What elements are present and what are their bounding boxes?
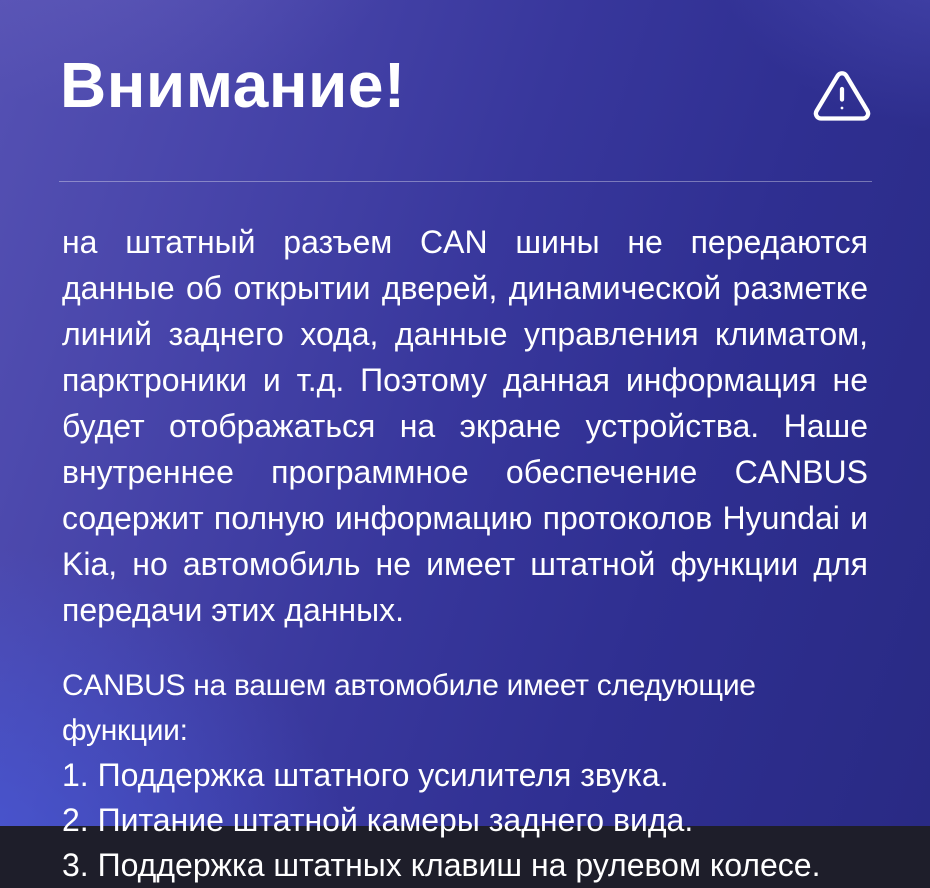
page-title: Внимание! [60,49,406,121]
list-item: 1. Поддержка штатного усилителя звука. [62,757,669,793]
divider [59,181,872,182]
functions-heading: CANBUS на вашем автомобиле имеет следующие функции: [62,669,756,747]
functions-section [62,663,868,888]
header [0,0,930,131]
list-item: 2. Питание штатной камеры заднего вида. [62,802,694,838]
canbus-info-paragraph: на штатный разъем CAN шины не передаются данные об открытии дверей, динамической разметке линий заднего хода, данные управления климатом, парктроники и т.д. Поэтому данная информация не будет отображаться на экране устройства. Наше внутреннее программное обеспечение CANBUS содержит полную информацию протоколов Hyundai и Kia, но автомобиль не имеет штатной функции для передачи этих данных. [62,224,868,628]
list-item: 3. Поддержка штатных клавиш на рулевом колесе. [62,847,821,883]
notice-body [0,219,930,888]
warning-triangle-icon [812,66,872,131]
